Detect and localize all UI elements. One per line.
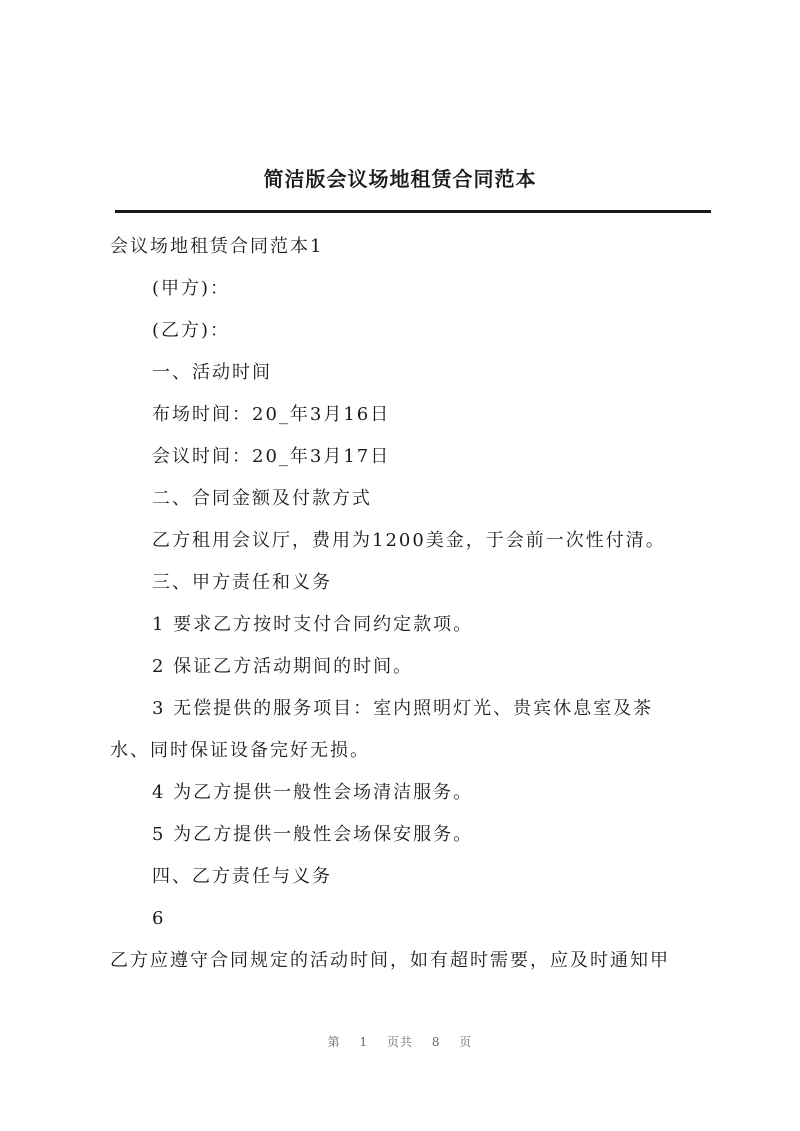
party-a-line: (甲方)：	[152, 278, 231, 299]
meeting-time-line: 会议时间：20_年3月17日	[152, 446, 391, 467]
clause-line: 3 无偿提供的服务项目：室内照明灯光、贵宾休息室及茶	[152, 698, 654, 719]
page-footer	[0, 1033, 800, 1050]
clause-line: 4 为乙方提供一般性会场清洁服务。	[152, 782, 474, 803]
clause-line: 2 保证乙方活动期间的时间。	[152, 656, 414, 677]
footer-prefix: 第	[327, 1035, 341, 1049]
title-divider	[115, 210, 711, 213]
body-text-line: 乙方应遵守合同规定的活动时间，如有超时需要，应及时通知甲	[110, 950, 670, 971]
clause-continuation-line: 水、同时保证设备完好无损。	[110, 740, 370, 761]
party-b-line: (乙方)：	[152, 320, 231, 341]
clause-line: 5 为乙方提供一般性会场保安服务。	[152, 824, 474, 845]
section-heading-2: 二、合同金额及付款方式	[152, 488, 372, 509]
setup-time-line: 布场时间：20_年3月16日	[152, 404, 391, 425]
clause-line: 1 要求乙方按时支付合同约定款项。	[152, 614, 474, 635]
footer-current-page: 1	[359, 1035, 369, 1049]
section-heading-3: 三、甲方责任和义务	[152, 572, 332, 593]
footer-suffix: 页	[459, 1035, 473, 1049]
footer-middle: 页共	[386, 1035, 413, 1049]
section-heading-4: 四、乙方责任与义务	[152, 866, 332, 887]
section-heading-1: 一、活动时间	[152, 362, 272, 383]
fee-line: 乙方租用会议厅，费用为1200美金，于会前一次性付清。	[152, 530, 666, 551]
contract-heading: 会议场地租赁合同范本1	[110, 236, 324, 257]
footer-total-pages: 8	[431, 1035, 441, 1049]
document-title: 简洁版会议场地租赁合同范本	[263, 167, 537, 191]
clause-number-line: 6	[152, 908, 166, 929]
